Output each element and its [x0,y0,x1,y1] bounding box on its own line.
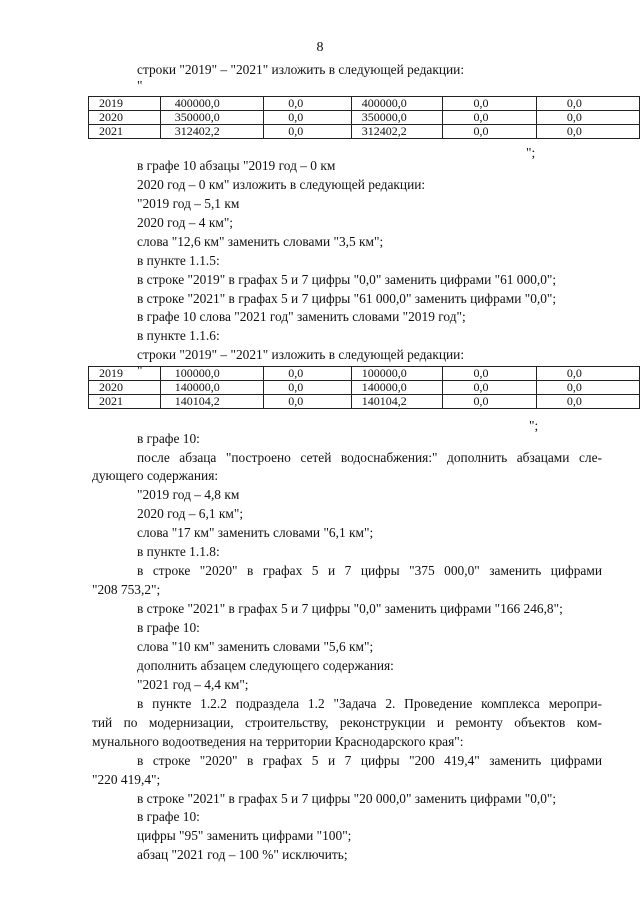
table-cell: 0,0 [536,381,639,395]
text-line: в пункте 1.1.8: [137,544,220,559]
table-cell: 0,0 [264,111,351,125]
text-line: в графе 10: [137,431,200,446]
text-line: "220 419,4"; [92,772,161,787]
table-cell: 2019 [89,97,161,111]
table-cell: 350000,0 [351,111,443,125]
funding-table-2 [88,366,640,409]
table-cell: 0,0 [264,125,351,139]
text-line: в строке "2021" в графах 5 и 7 цифры "61 000,0" заменить цифрами "0,0"; [137,291,557,306]
table-cell: 2019 [89,367,161,381]
text-line: в строке "2021" в графах 5 и 7 цифры "0,0" заменить цифрами "166 246,8"; [137,601,563,616]
text-line: строки "2019" – "2021" изложить в следующей редакции: [137,347,465,362]
text-line: абзац "2021 год – 100 %" исключить; [137,847,348,862]
table-cell: 140000,0 [160,381,264,395]
text-line: дополнить абзацем следующего содержания: [137,658,394,673]
table-cell: 2021 [89,395,161,409]
text-line: строки "2019" – "2021" изложить в следующей редакции: [137,62,465,77]
table-cell: 140000,0 [351,381,443,395]
table-cell: 0,0 [443,367,536,381]
text-line: в графе 10 слова "2021 год" заменить словами "2019 год"; [137,309,466,324]
text-line: слова "12,6 км" заменить словами "3,5 км"; [137,234,384,249]
text-line: в пункте 1.2.2 подраздела 1.2 "Задача 2. Проведение комплекса меропри- [137,696,602,711]
text-line: в строке "2020" в графах 5 и 7 цифры "200 419,4" заменить цифрами [137,753,602,768]
table-cell: 0,0 [443,125,536,139]
table-cell: 0,0 [443,111,536,125]
table-cell: 312402,2 [351,125,443,139]
text-line: мунального водоотведения на территории Краснодарского края": [92,734,464,749]
table-row [89,97,640,111]
table-row [89,395,640,409]
text-line: слова "17 км" заменить словами "6,1 км"; [137,525,374,540]
table-cell: 0,0 [443,381,536,395]
text-line: "2021 год – 4,4 км"; [137,677,249,692]
text-line: дующего содержания: [92,468,219,483]
text-line: 2020 год – 4 км"; [137,215,234,230]
table-cell: 0,0 [443,395,536,409]
text-line: 2020 год – 0 км" изложить в следующей редакции: [137,177,426,192]
text-line: в графе 10 абзацы "2019 год – 0 км [137,158,336,173]
text-line: 2020 год – 6,1 км"; [137,506,244,521]
text-line: "2019 год – 4,8 км [137,487,240,502]
table-cell: 100000,0 [160,367,264,381]
quote-mark: " [137,363,143,378]
table-cell: 312402,2 [160,125,264,139]
table-cell: 0,0 [264,381,351,395]
text-line: в пункте 1.1.5: [137,253,220,268]
table-row [89,111,640,125]
table-cell: 2020 [89,381,161,395]
table-cell: 350000,0 [160,111,264,125]
table-cell: 0,0 [264,97,351,111]
page-number: 8 [316,40,324,55]
table-cell: 0,0 [536,367,639,381]
table-cell: 2021 [89,125,161,139]
text-line: в строке "2019" в графах 5 и 7 цифры "0,0" заменить цифрами "61 000,0"; [137,272,557,287]
table-cell: 0,0 [264,367,351,381]
text-line: в графе 10: [137,620,200,635]
closing-quote: "; [529,418,539,433]
table-row [89,367,640,381]
text-line: тий по модернизации, строительству, реконструкции и ремонту объектов ком- [92,715,602,730]
table-cell: 100000,0 [351,367,443,381]
table-cell: 0,0 [264,395,351,409]
closing-quote: "; [526,145,536,160]
table-cell: 0,0 [443,97,536,111]
text-line: "208 753,2"; [92,582,161,597]
text-line: в строке "2021" в графах 5 и 7 цифры "20 000,0" заменить цифрами "0,0"; [137,791,557,806]
table-cell: 0,0 [536,111,639,125]
table-row [89,125,640,139]
text-line: в пункте 1.1.6: [137,328,220,343]
table-cell: 400000,0 [160,97,264,111]
text-line: цифры "95" заменить цифрами "100"; [137,828,352,843]
text-line: после абзаца "построено сетей водоснабжения:" дополнить абзацами сле- [137,450,602,465]
table-cell: 0,0 [536,97,639,111]
quote-mark: " [137,78,143,93]
table-row [89,381,640,395]
table-cell: 0,0 [536,395,639,409]
table-cell: 2020 [89,111,161,125]
text-line: в строке "2020" в графах 5 и 7 цифры "375 000,0" заменить цифрами [137,563,602,578]
table-cell: 400000,0 [351,97,443,111]
table-cell: 140104,2 [351,395,443,409]
text-line: слова "10 км" заменить словами "5,6 км"; [137,639,374,654]
text-line: "2019 год – 5,1 км [137,196,240,211]
table-cell: 140104,2 [160,395,264,409]
text-line: в графе 10: [137,809,200,824]
funding-table-1 [88,96,640,139]
table-cell: 0,0 [536,125,639,139]
